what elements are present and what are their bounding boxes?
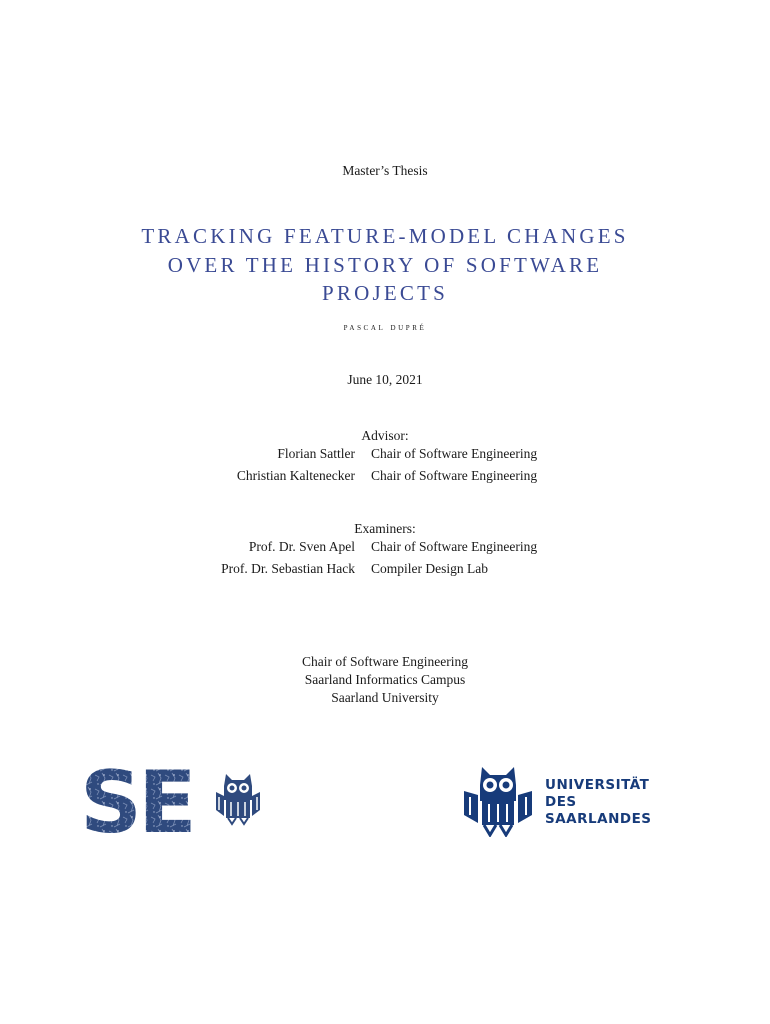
- advisor-heading: Advisor:: [361, 428, 409, 443]
- advisor-row: [0, 468, 770, 490]
- advisor-affiliation: Chair of Software Engineering: [371, 468, 538, 483]
- examiner-heading: Examiners:: [354, 521, 416, 536]
- owl-icon: [212, 770, 264, 826]
- title-line: PROJECTS: [322, 281, 448, 305]
- institution-line: Saarland Informatics Campus: [304, 672, 466, 687]
- examiner-list: [0, 539, 770, 583]
- advisor-list: [0, 446, 770, 490]
- university-name: [545, 777, 652, 828]
- examiner-name: Prof. Dr. Sebastian Hack: [221, 561, 355, 576]
- advisor-name: Florian Sattler: [277, 446, 355, 461]
- examiner-name: Prof. Dr. Sven Apel: [248, 539, 355, 554]
- advisor-name: Christian Kaltenecker: [236, 468, 355, 483]
- examiner-row: [0, 561, 770, 583]
- author-name: pascal dupré: [343, 322, 427, 333]
- institution-line: Chair of Software Engineering: [301, 654, 469, 669]
- title-line: OVER THE HISTORY OF SOFTWARE: [167, 252, 603, 277]
- university-name-line: SAARLANDES: [545, 811, 652, 827]
- examiner-row: [0, 539, 770, 561]
- institution-block: [0, 653, 770, 707]
- thesis-title: [0, 222, 770, 308]
- university-owl-logo: [462, 765, 534, 837]
- university-name-line: DES: [545, 794, 577, 810]
- advisor-affiliation: Chair of Software Engineering: [371, 446, 538, 461]
- title-line: TRACKING FEATURE-MODEL CHANGES: [141, 224, 629, 248]
- advisor-row: [0, 446, 770, 468]
- se-logo-text: SE: [80, 758, 193, 838]
- document-type: Master’s Thesis: [342, 163, 428, 178]
- examiner-affiliation: Chair of Software Engineering: [371, 539, 538, 554]
- university-name-line: UNIVERSITÄT: [545, 777, 650, 793]
- institution-line: Saarland University: [331, 690, 439, 705]
- examiner-affiliation: Compiler Design Lab: [371, 561, 488, 576]
- se-logo: [80, 758, 198, 838]
- submission-date: June 10, 2021: [347, 372, 423, 387]
